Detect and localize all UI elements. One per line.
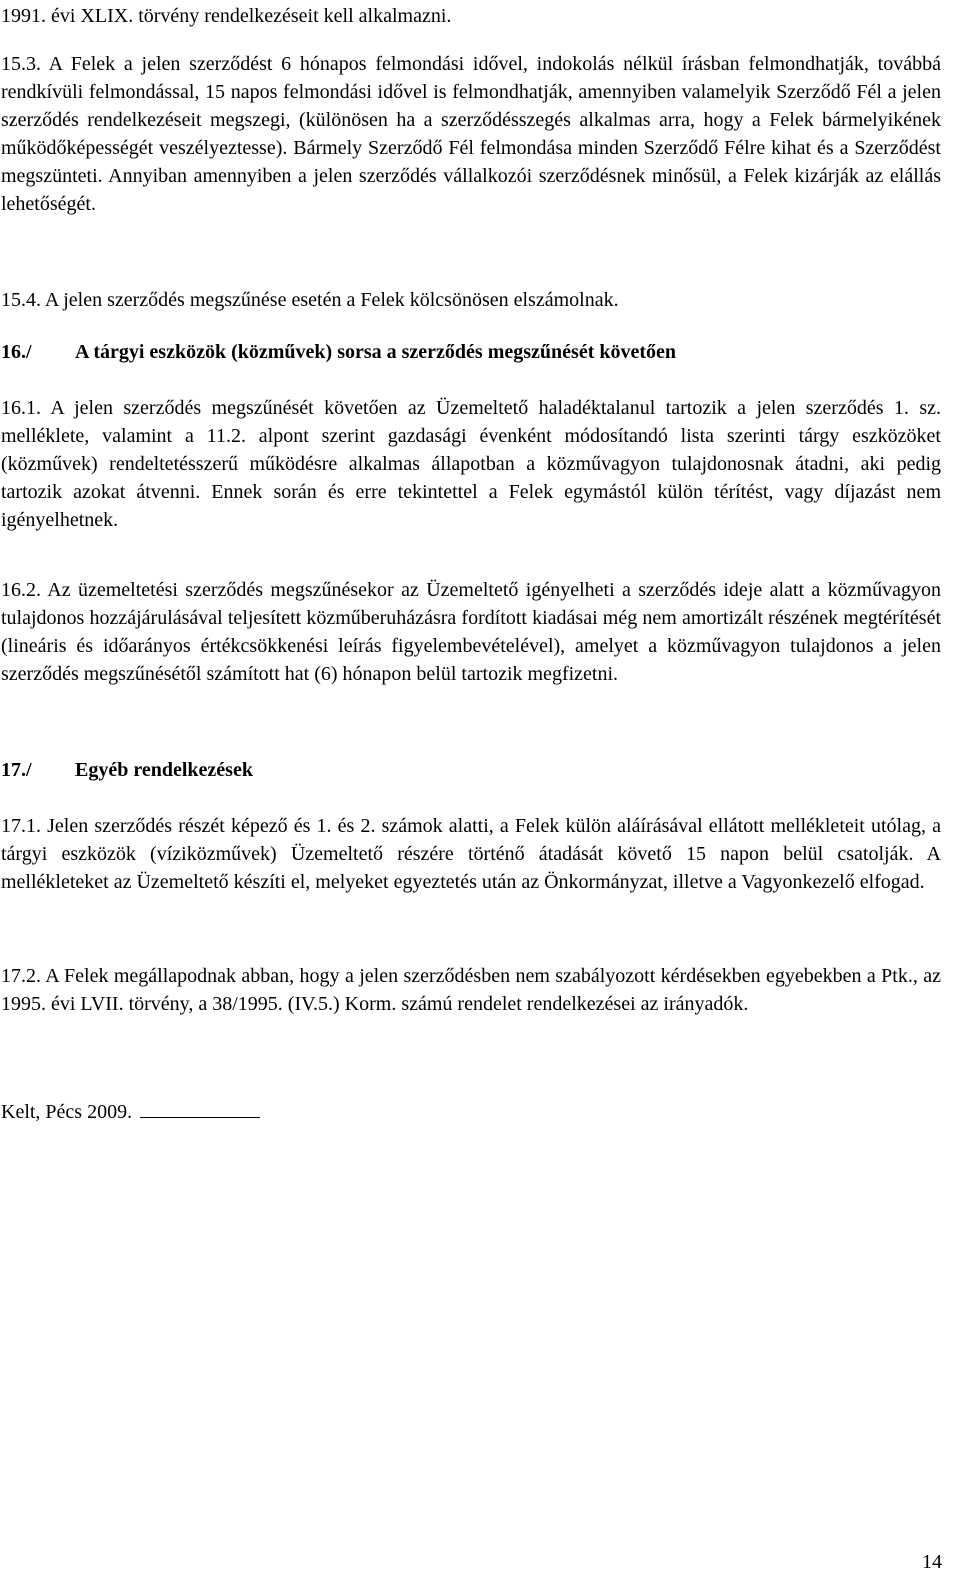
section-16-number: 16./: [1, 341, 32, 363]
paragraph-15-3: 15.3. A Felek a jelen szerződést 6 hónapos felmondási idővel, indokolás nélkül írásban felmondhatják, továbbá rendkívüli felmondással, 15 napos felmondási idővel is felmondhatják, amennyiben valamelyik Szerződő Fél a jelen szerződés rendelkezéseit megszegi, (különösen ha a szerződésszegés alkalmas arra, hogy a Felek bármelyikének működőképességét veszélyeztesse). Bármely Szerződő Fél felmondása minden Szerződő Félre kihat és a Szerződést megszünteti. Annyiban amennyiben a jelen szerződés vállalkozói szerződésnek minősül, a Felek kizárják az elállás lehetőségét.: [1, 53, 941, 215]
paragraph-16-1: 16.1. A jelen szerződés megszűnését követően az Üzemeltető haladéktalanul tartozik a jelen szerződés 1. sz. melléklete, valamint a 11.2. alpont szerint gazdasági évenként módosítandó lista szerinti tárgy eszközöket (közművek) rendeltetésszerű működésre alkalmas állapotban a közművagyon tulajdonosnak átadni, aki pedig tartozik azokat átvenni. Ennek során és erre tekintettel a Felek egymástól külön térítést, vagy díjazást nem igényelhetnek.: [1, 397, 941, 531]
paragraph-17-2: 17.2. A Felek megállapodnak abban, hogy a jelen szerződésben nem szabályozott kérdésekben egyebekben a Ptk., az 1995. évi LVII. törvény, a 38/1995. (IV.5.) Korm. számú rendelet rendelkezései az irányadók.: [1, 965, 941, 1015]
paragraph-17-1: 17.1. Jelen szerződés részét képező és 1. és 2. számok alatti, a Felek külön aláírásával ellátott mellékleteit utólag, a tárgyi eszközök (víziközművek) Üzemeltető részére történő átadását követő 15 napon belül csatolják. A mellékleteket az Üzemeltető készíti el, melyeket egyeztetés után az Önkormányzat, illetve a Vagyonkezelő elfogad.: [1, 815, 941, 893]
section-17-number: 17./: [1, 759, 32, 781]
intro-line: 1991. évi XLIX. törvény rendelkezéseit kell alkalmazni.: [1, 5, 452, 27]
paragraph-16-2: 16.2. Az üzemeltetési szerződés megszűnésekor az Üzemeltető igényelheti a szerződés ideje alatt a közművagyon tulajdonos hozzájárulásával teljesített közműberuházásra fordított kiadásai még nem amortizált részének megtérítését (lineáris és időarányos értékcsökkenési leírás figyelembevételével), amelyet a közművagyon tulajdonos a jelen szerződés megszűnésétől számított hat (6) hónapon belül tartozik megfizetni.: [1, 579, 941, 685]
section-16-heading: [1, 338, 676, 366]
paragraph-15-4: 15.4. A jelen szerződés megszűnése esetén a Felek kölcsönösen elszámolnak.: [1, 289, 619, 311]
signature-blank: [140, 1116, 260, 1118]
signature-line: [1, 1098, 260, 1126]
signature-place-date: Kelt, Pécs 2009.: [1, 1101, 133, 1123]
section-17-title: Egyéb rendelkezések: [75, 759, 253, 781]
section-17-heading: [1, 756, 253, 784]
page-number: 14: [922, 1551, 942, 1573]
section-16-title: A tárgyi eszközök (közművek) sorsa a szerződés megszűnését követően: [75, 341, 677, 363]
